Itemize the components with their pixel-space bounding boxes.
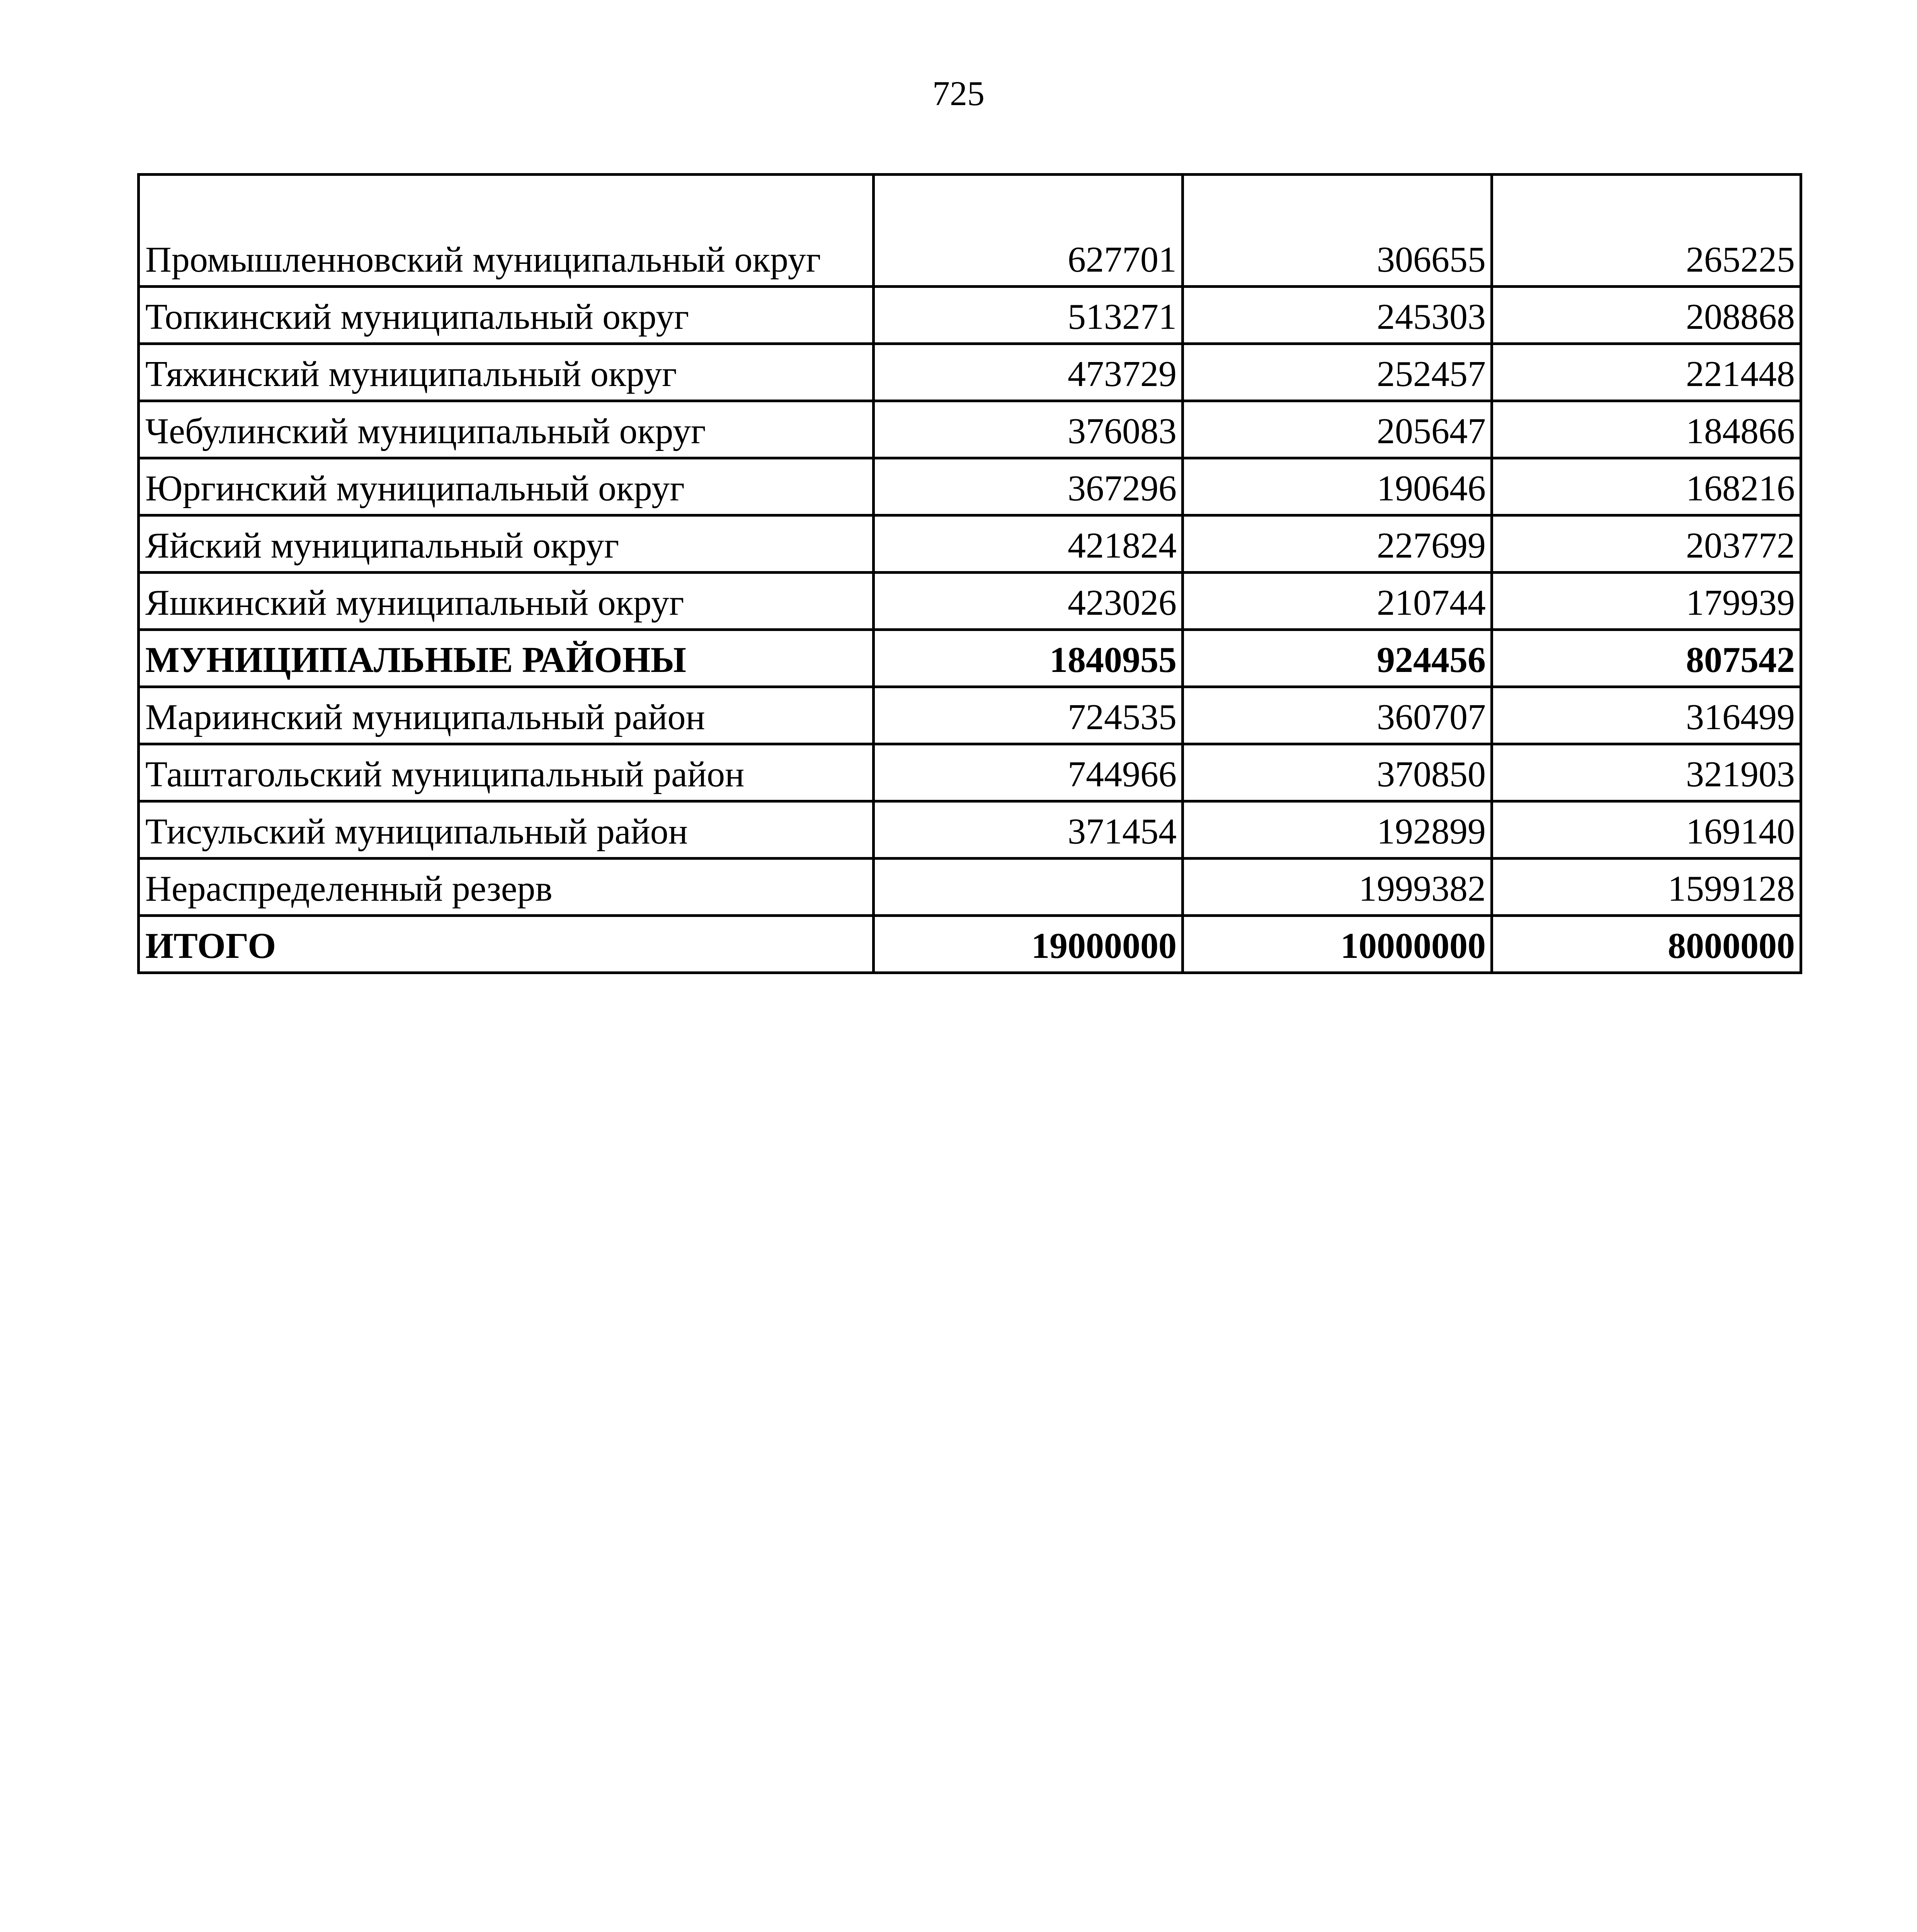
row-value-3: 807542 bbox=[1492, 630, 1801, 687]
row-value-1: 19000000 bbox=[874, 916, 1183, 973]
row-value-1: 367296 bbox=[874, 458, 1183, 515]
table-row-subtotal bbox=[139, 630, 1801, 687]
row-value-3: 184866 bbox=[1492, 401, 1801, 458]
page-number: 725 bbox=[932, 75, 985, 113]
row-name: Тисульский муниципальный район bbox=[139, 801, 874, 859]
table-row bbox=[139, 287, 1801, 344]
table-row bbox=[139, 175, 1801, 287]
table-row-total bbox=[139, 916, 1801, 973]
row-value-3: 179939 bbox=[1492, 573, 1801, 630]
table-row bbox=[139, 458, 1801, 515]
row-name: Мариинский муниципальный район bbox=[139, 687, 874, 744]
allocation-table bbox=[137, 173, 1802, 974]
row-name: Промышленновский муниципальный округ bbox=[139, 175, 874, 287]
row-value-2: 210744 bbox=[1183, 573, 1492, 630]
row-value-1: 371454 bbox=[874, 801, 1183, 859]
row-value-1: 421824 bbox=[874, 515, 1183, 573]
row-value-2: 227699 bbox=[1183, 515, 1492, 573]
table-row bbox=[139, 344, 1801, 401]
row-value-3: 203772 bbox=[1492, 515, 1801, 573]
row-value-2: 192899 bbox=[1183, 801, 1492, 859]
row-value-1: 473729 bbox=[874, 344, 1183, 401]
row-name: Нераспределенный резерв bbox=[139, 859, 874, 916]
row-value-2: 205647 bbox=[1183, 401, 1492, 458]
row-value-3: 208868 bbox=[1492, 287, 1801, 344]
row-value-2: 306655 bbox=[1183, 175, 1492, 287]
row-value-3: 316499 bbox=[1492, 687, 1801, 744]
row-value-2: 245303 bbox=[1183, 287, 1492, 344]
row-value-3: 168216 bbox=[1492, 458, 1801, 515]
table-row bbox=[139, 801, 1801, 859]
row-value-2: 10000000 bbox=[1183, 916, 1492, 973]
row-value-2: 1999382 bbox=[1183, 859, 1492, 916]
table-row bbox=[139, 859, 1801, 916]
table-row bbox=[139, 515, 1801, 573]
row-value-1 bbox=[874, 859, 1183, 916]
row-value-2: 924456 bbox=[1183, 630, 1492, 687]
row-value-3: 169140 bbox=[1492, 801, 1801, 859]
row-value-3: 1599128 bbox=[1492, 859, 1801, 916]
row-name: Яшкинский муниципальный округ bbox=[139, 573, 874, 630]
row-name: Юргинский муниципальный округ bbox=[139, 458, 874, 515]
row-name: Яйский муниципальный округ bbox=[139, 515, 874, 573]
table-row bbox=[139, 573, 1801, 630]
row-name: ИТОГО bbox=[139, 916, 874, 973]
table-row bbox=[139, 744, 1801, 801]
row-name: Чебулинский муниципальный округ bbox=[139, 401, 874, 458]
row-value-1: 423026 bbox=[874, 573, 1183, 630]
row-value-2: 370850 bbox=[1183, 744, 1492, 801]
table-row bbox=[139, 401, 1801, 458]
row-value-2: 190646 bbox=[1183, 458, 1492, 515]
row-value-3: 265225 bbox=[1492, 175, 1801, 287]
row-value-2: 252457 bbox=[1183, 344, 1492, 401]
row-value-3: 8000000 bbox=[1492, 916, 1801, 973]
table-row bbox=[139, 687, 1801, 744]
row-value-1: 1840955 bbox=[874, 630, 1183, 687]
row-value-3: 321903 bbox=[1492, 744, 1801, 801]
row-name: МУНИЦИПАЛЬНЫЕ РАЙОНЫ bbox=[139, 630, 874, 687]
row-name: Топкинский муниципальный округ bbox=[139, 287, 874, 344]
row-value-1: 376083 bbox=[874, 401, 1183, 458]
allocation-table-container bbox=[137, 173, 1802, 974]
row-value-1: 724535 bbox=[874, 687, 1183, 744]
row-name: Таштагольский муниципальный район bbox=[139, 744, 874, 801]
row-value-1: 627701 bbox=[874, 175, 1183, 287]
row-value-3: 221448 bbox=[1492, 344, 1801, 401]
row-name: Тяжинский муниципальный округ bbox=[139, 344, 874, 401]
row-value-2: 360707 bbox=[1183, 687, 1492, 744]
row-value-1: 513271 bbox=[874, 287, 1183, 344]
row-value-1: 744966 bbox=[874, 744, 1183, 801]
